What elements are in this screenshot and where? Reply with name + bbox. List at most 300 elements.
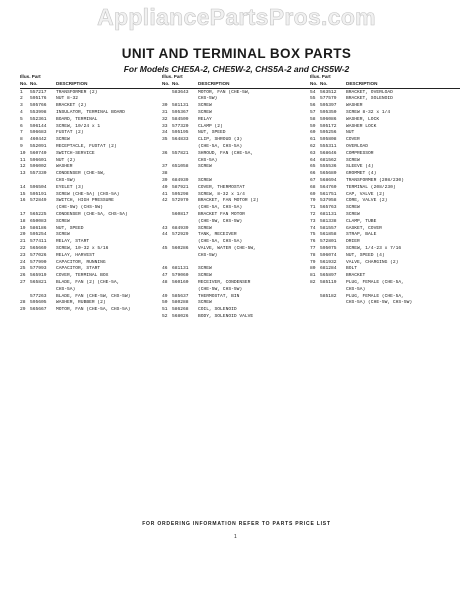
part-number: 684939 (172, 225, 189, 231)
part-description: CAPACITOR, RUNNING (56, 259, 106, 265)
part-number: 565225 (30, 211, 47, 217)
illus-number: 29 (20, 307, 26, 313)
parts-row (310, 273, 460, 280)
ordering-footer: FOR ORDERING INFORMATION REFER TO PARTS PRICE LIST (142, 521, 331, 527)
part-number: 557330 (30, 171, 47, 177)
parts-row (20, 246, 162, 253)
parts-row (162, 198, 310, 205)
part-number: 577411 (30, 239, 47, 245)
parts-row (162, 117, 310, 124)
part-description: SLEEVE (4) (346, 164, 374, 170)
parts-row (162, 158, 310, 165)
illus-number: 41 (162, 191, 168, 197)
part-number: 595350 (320, 109, 337, 115)
parts-row (162, 110, 310, 117)
illus-number: 17 (20, 211, 26, 217)
illus-number: 16 (20, 198, 26, 204)
parts-row (310, 171, 460, 178)
parts-row (162, 137, 310, 144)
illus-number: 26 (20, 273, 26, 279)
part-number: 553998 (30, 109, 47, 115)
parts-row (20, 151, 162, 158)
part-number: 595172 (320, 123, 337, 129)
part-description: (CHE-5A, CHS-5A) (198, 239, 243, 245)
part-description: CHS-5A) (346, 286, 366, 292)
parts-row (310, 124, 460, 131)
part-description: (CHE-5W, CHS-5W) (198, 286, 243, 292)
parts-row (162, 124, 310, 131)
parts-row (20, 253, 162, 260)
illus-number: 52 (162, 313, 168, 319)
parts-row (310, 192, 460, 199)
illus-number: 1 (20, 89, 23, 95)
illus-number: 57 (310, 109, 316, 115)
illus-number: 50 (162, 300, 168, 306)
part-label: Part (173, 74, 183, 79)
part-number: 565680 (320, 171, 337, 177)
part-number: 572849 (30, 198, 47, 204)
parts-row (20, 219, 162, 226)
part-number: 596074 (320, 252, 337, 258)
part-number: 577263 (30, 293, 47, 299)
parts-row (162, 178, 310, 185)
illus-number: 75 (310, 232, 316, 238)
part-description: CAP, VALVE (2) (346, 191, 385, 197)
parts-row (310, 103, 460, 110)
illus-number: 37 (162, 164, 168, 170)
description-label: DESCRIPTION (56, 80, 88, 86)
part-description: CHS-5A) (CHE-5W, CHS-5W) (346, 300, 413, 306)
parts-row (310, 185, 460, 192)
part-number: 681131 (320, 211, 337, 217)
part-description: BLADE, FAN (CHE-5W, CHS-5W) (56, 293, 131, 299)
part-description: SCREW (198, 300, 212, 306)
part-description: STRAP, BALE (346, 232, 377, 238)
column-header-illus (162, 74, 310, 81)
illus-number: 46 (162, 266, 168, 272)
part-description: SCREW, 8-32 x 1/4 (198, 191, 245, 197)
parts-row (20, 178, 162, 185)
part-description: COIL, SOLENOID (198, 307, 237, 313)
illus-number: 66 (310, 171, 316, 177)
part-number: 572929 (172, 232, 189, 238)
part-number: 560286 (172, 245, 189, 251)
parts-row (20, 294, 162, 301)
parts-row (162, 253, 310, 260)
illus-number: 5 (20, 116, 23, 122)
parts-row (162, 144, 310, 151)
illus-number: 30 (162, 103, 168, 109)
illus-number: 39 (162, 177, 168, 183)
part-description: CHS-5W) (198, 252, 218, 258)
illus-number: 62 (310, 143, 316, 149)
illus-number: 51 (162, 307, 168, 313)
part-description: RELAY, START (56, 239, 90, 245)
illus-number: 59 (310, 123, 316, 129)
parts-row (20, 260, 162, 267)
part-number: 596601 (30, 157, 47, 163)
part-description: BODY, SOLENOID VALVE (198, 313, 254, 319)
part-description: EYELET (3) (56, 184, 84, 190)
part-description: SCREW (198, 273, 212, 279)
part-description: COVER (346, 137, 360, 143)
parts-row (162, 192, 310, 199)
part-number: 565669 (30, 245, 47, 251)
illus-number: 74 (310, 225, 316, 231)
part-description: SHROUD, FAN (CHE-5A, (198, 150, 254, 156)
illus-number: 67 (310, 177, 316, 183)
part-number: 596086 (320, 116, 337, 122)
part-description: WASHER (56, 164, 73, 170)
illus-number: 38 (162, 171, 168, 177)
part-description: SCREW (346, 205, 360, 211)
part-description: SCREW, 10/24 x 1 (56, 123, 101, 129)
part-description: (CHE-5W, CHS-5W) (198, 218, 243, 224)
part-number: 568646 (320, 150, 337, 156)
page-mark: 1 (234, 534, 237, 540)
no-label: No. (310, 80, 318, 86)
parts-row (310, 178, 460, 185)
illus-number: 82 (310, 279, 316, 285)
illus-number: 15 (20, 191, 26, 197)
part-number: 595808 (320, 137, 337, 143)
illus-number: 35 (162, 137, 168, 143)
no-label: No. (162, 80, 170, 86)
part-description: SCREW (56, 218, 70, 224)
parts-row (162, 246, 310, 253)
illus-number: 33 (162, 123, 168, 129)
part-label: Part (321, 74, 331, 79)
part-number: 565897 (320, 273, 337, 279)
parts-row (162, 185, 310, 192)
part-description: DRIER (346, 239, 360, 245)
part-number: 595397 (320, 103, 337, 109)
parts-row (20, 232, 162, 239)
parts-row (20, 239, 162, 246)
illus-number: 34 (162, 130, 168, 136)
parts-row (20, 96, 162, 103)
part-description: TRANSFORMER (2) (56, 89, 98, 95)
illus-number: 9 (20, 143, 23, 149)
part-description: GROMMET (4) (346, 171, 377, 177)
parts-row (20, 144, 162, 151)
parts-row (310, 253, 460, 260)
column-header-no (310, 81, 460, 89)
part-number: 561858 (320, 232, 337, 238)
part-number: 585119 (320, 279, 337, 285)
part-label: Part (31, 74, 41, 79)
parts-row (20, 212, 162, 219)
parts-row (162, 212, 310, 219)
illus-number: 40 (162, 184, 168, 190)
part-number: 587921 (172, 184, 189, 190)
part-number: 557821 (172, 150, 189, 156)
illus-number: 42 (162, 198, 168, 204)
part-description: RECEPTACLE, FUSTAT (2) (56, 143, 117, 149)
parts-row (162, 239, 310, 246)
parts-row (310, 266, 460, 273)
part-description: SWITCH, HIGH PRESSURE (56, 198, 114, 204)
part-number: 564760 (320, 184, 337, 190)
part-description: NUT, SPEED (4) (346, 252, 385, 258)
part-description: CHS-5A) (198, 157, 218, 163)
part-number: 565821 (30, 279, 47, 285)
part-description: BRACKET (346, 273, 366, 279)
part-number: 596144 (30, 123, 47, 129)
part-description: VALVE, WATER (CHE-5W, (198, 245, 256, 251)
part-number: 560817 (172, 211, 189, 217)
illus-number: 21 (20, 239, 26, 245)
illus-number: 4 (20, 109, 23, 115)
illus-number: 71 (310, 205, 316, 211)
description-label: DESCRIPTION (198, 80, 230, 86)
no-label: No. (20, 80, 28, 86)
parts-row (162, 130, 310, 137)
parts-row (310, 110, 460, 117)
illus-number: 78 (310, 252, 316, 258)
parts-row (162, 205, 310, 212)
part-number: 586268 (172, 307, 189, 313)
parts-row (310, 151, 460, 158)
part-description: INSULATOR, TERMINAL BOARD (56, 109, 125, 115)
description-label: DESCRIPTION (346, 80, 378, 86)
part-number: 595195 (172, 130, 189, 136)
part-number: 586186 (30, 225, 47, 231)
part-number: 585637 (172, 293, 189, 299)
illus-number: 45 (162, 245, 168, 251)
parts-row (310, 205, 460, 212)
parts-row (310, 137, 460, 144)
parts-row (20, 103, 162, 110)
part-description: COVER, TERMINAL BOX (56, 273, 109, 279)
illus-number: 65 (310, 164, 316, 170)
part-number: 557217 (30, 89, 47, 95)
illus-label: Illus. (162, 74, 173, 79)
part-number: 595605 (30, 300, 47, 306)
illus-number: 18 (20, 218, 26, 224)
part-description: FUSTAT (2) (56, 130, 84, 136)
illus-number: 64 (310, 157, 316, 163)
part-description: COMPRESSOR (346, 150, 374, 156)
parts-row (162, 287, 310, 294)
part-description: CLAMP (2) (198, 123, 223, 129)
parts-row (310, 164, 460, 171)
part-number: 561751 (320, 191, 337, 197)
parts-row (162, 266, 310, 273)
illus-number: 3 (20, 103, 23, 109)
part-description: WASHER LOCK (346, 123, 377, 129)
part-number: 596002 (30, 164, 47, 170)
illus-number: 49 (162, 293, 168, 299)
part-description: CHS-5W) (56, 177, 76, 183)
column-header-no (162, 81, 310, 89)
parts-row (20, 164, 162, 171)
parts-row (20, 185, 162, 192)
parts-rows (310, 90, 460, 308)
part-description: NUT (346, 130, 355, 136)
illus-number: 44 (162, 232, 168, 238)
column-header-no (20, 81, 162, 89)
illus-number: 23 (20, 252, 26, 258)
parts-row (20, 226, 162, 233)
part-number: 555311 (320, 143, 337, 149)
illus-number: 63 (310, 150, 316, 156)
part-number: 584509 (172, 116, 189, 122)
part-description: SCREW 8-32 x 1/4 (346, 109, 391, 115)
part-description: SCREW, 1/4-23 x 7/16 (346, 245, 402, 251)
illus-number: 22 (20, 245, 26, 251)
parts-row (310, 232, 460, 239)
parts-row (162, 307, 310, 314)
part-description: PLUG, FEMALE (CHE-5A, (346, 293, 404, 299)
part-number: 681131 (172, 266, 189, 272)
part-number: 596683 (30, 130, 47, 136)
part-description: SWITCH-SERVICE (56, 150, 95, 156)
part-number: 577990 (30, 259, 47, 265)
page-title: UNIT AND TERMINAL BOX PARTS (121, 46, 352, 61)
parts-row (20, 110, 162, 117)
part-description: BOLT (346, 266, 358, 272)
illus-number: 55 (310, 96, 316, 102)
part-number: 560160 (172, 279, 189, 285)
part-description: TERMINAL (208/230) (346, 184, 396, 190)
illus-number: 24 (20, 259, 26, 265)
illus-number: 69 (310, 191, 316, 197)
part-description: SCREW (198, 266, 212, 272)
parts-column-1 (20, 74, 162, 314)
parts-row (310, 239, 460, 246)
part-number: 595075 (320, 245, 337, 251)
parts-row (20, 287, 162, 294)
parts-row (162, 103, 310, 110)
part-description: COVER, THERMOSTAT (198, 184, 245, 190)
part-description: SCREW, 10-32 x 5/16 (56, 245, 109, 251)
part-description: MOTOR, FAN (CHE-5A, CHS-5A) (56, 307, 131, 313)
illus-number: 11 (20, 157, 26, 163)
part-description: (CHE-5A, CHS-5A) (198, 143, 243, 149)
illus-number: 6 (20, 123, 23, 129)
parts-row (310, 90, 460, 97)
part-number: 568026 (172, 313, 189, 319)
parts-row (162, 171, 310, 178)
part-number: 579060 (172, 273, 189, 279)
page-subtitle: For Models CHE5A-2, CHE5W-2, CHS5A-2 and CHS5W-2 (123, 64, 350, 74)
part-number: 552091 (30, 143, 47, 149)
parts-row (310, 96, 460, 103)
illus-number: 2 (20, 96, 23, 102)
parts-row (20, 130, 162, 137)
part-number: 581338 (320, 218, 337, 224)
part-description: (CHE-5W) (CHS-5W) (56, 205, 103, 211)
illus-number: 70 (310, 198, 316, 204)
parts-row (162, 96, 310, 103)
part-number: 651058 (172, 164, 189, 170)
part-number: 577320 (172, 123, 189, 129)
parts-row (310, 198, 460, 205)
parts-row (310, 246, 460, 253)
parts-row (162, 232, 310, 239)
part-description: CHS-5W) (198, 96, 218, 102)
part-number: 564833 (172, 137, 189, 143)
part-number: 681284 (320, 266, 337, 272)
part-description: SCREW (346, 211, 360, 217)
part-number: 572970 (172, 198, 189, 204)
part-number: 565667 (30, 307, 47, 313)
parts-row (310, 280, 460, 287)
parts-row (162, 219, 310, 226)
part-description: NUT, SPEED (198, 130, 226, 136)
illus-number: 43 (162, 225, 168, 231)
part-description: WASHER, RUBBER (2) (56, 300, 106, 306)
parts-row (20, 90, 162, 97)
illus-number: 14 (20, 184, 26, 190)
illus-number: 20 (20, 232, 26, 238)
part-number: 595766 (30, 103, 47, 109)
parts-row (310, 226, 460, 233)
illus-number: 58 (310, 116, 316, 122)
part-number: 595298 (172, 191, 189, 197)
part-description: SCREW (198, 177, 212, 183)
part-number: 684939 (172, 177, 189, 183)
part-number: 537958 (320, 198, 337, 204)
part-description: WASHER, LOCK (346, 116, 380, 122)
illus-number: 76 (310, 239, 316, 245)
illus-number: 13 (20, 171, 26, 177)
part-description: BRACKET, OVERLOAD (346, 89, 393, 95)
no-label: No. (30, 80, 38, 86)
parts-row (20, 266, 162, 273)
parts-row (310, 260, 460, 267)
part-number: 552361 (30, 116, 47, 122)
part-description: PLUG, FEMALE (CHE-5A, (346, 279, 404, 285)
part-description: CAPACITOR, START (56, 266, 101, 272)
parts-row (162, 314, 310, 321)
part-description: (CHE-5A, CHS-5A) (198, 205, 243, 211)
part-description: RELAY, HARVEST (56, 252, 95, 258)
part-description: SCREW (56, 137, 70, 143)
part-number: 577026 (30, 252, 47, 258)
part-number: 555536 (320, 164, 337, 170)
illus-label: Illus. (310, 74, 321, 79)
parts-row (162, 260, 310, 267)
parts-row (310, 158, 460, 165)
parts-row (310, 212, 460, 219)
part-description: NUT 8-32 (56, 96, 79, 102)
parts-rows (162, 90, 310, 321)
illus-number: 31 (162, 109, 168, 115)
part-number: 650083 (30, 218, 47, 224)
part-number: 580288 (172, 300, 189, 306)
part-number: 595176 (30, 96, 47, 102)
parts-row (310, 287, 460, 294)
part-description: SCREW (56, 232, 70, 238)
part-description: CORE, VALVE (2) (346, 198, 388, 204)
illus-number: 60 (310, 130, 316, 136)
part-number: 596504 (30, 184, 47, 190)
parts-row (310, 219, 460, 226)
part-description: BRACKET, FAN MOTOR (2) (198, 198, 259, 204)
part-description: SCREW (198, 109, 212, 115)
parts-row (20, 158, 162, 165)
illus-number: 54 (310, 89, 316, 95)
part-number: 595367 (172, 109, 189, 115)
part-number: 565763 (320, 205, 337, 211)
watermark-logo: AppliancePartsPros.com (97, 4, 376, 30)
parts-row (20, 117, 162, 124)
part-description: VALVE, CHARGING (2) (346, 259, 399, 265)
illus-number: 12 (20, 164, 26, 170)
illus-number: 27 (20, 279, 26, 285)
